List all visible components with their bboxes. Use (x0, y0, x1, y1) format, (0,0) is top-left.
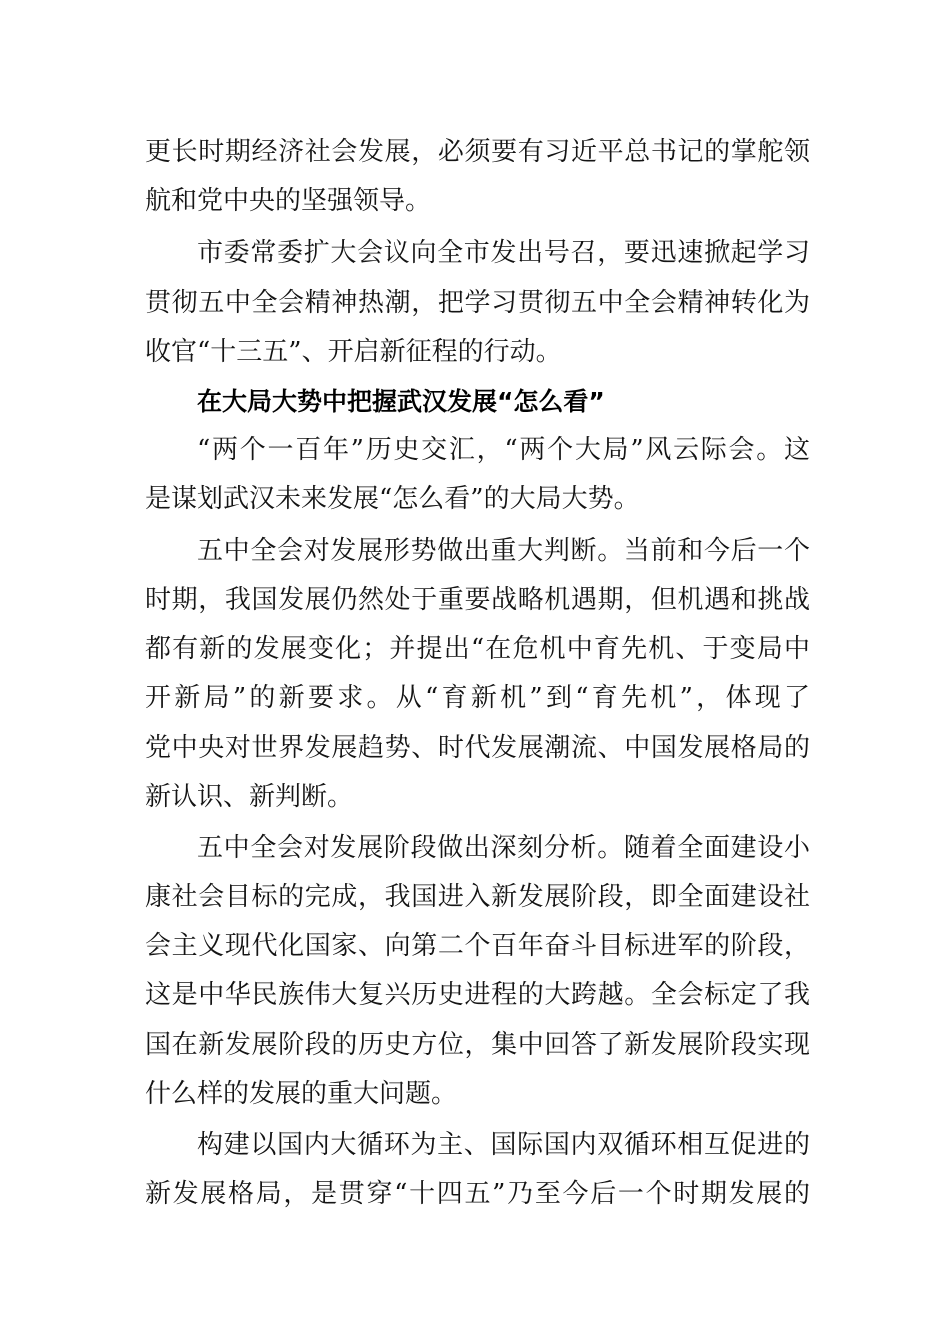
text-line: 开新局”的新要求。从“育新机”到“育先机”，体现了 (145, 683, 810, 713)
text-line: 什么样的发展的重大问题。 (145, 1079, 458, 1109)
text-line: 更长时期经济社会发展，必须要有习近平总书记的掌舵领 (145, 137, 810, 167)
text-line: 航和党中央的坚强领导。 (145, 186, 432, 216)
section-heading: 在大局大势中把握武汉发展“怎么看” (197, 387, 605, 416)
text-line: 市委常委扩大会议向全市发出号召，要迅速掀起学习 (197, 238, 810, 268)
text-line: 五中全会对发展阶段做出深刻分析。随着全面建设小 (197, 833, 810, 863)
text-line: 国在新发展阶段的历史方位，集中回答了新发展阶段实现 (145, 1030, 810, 1060)
text-line: 都有新的发展变化；并提出“在危机中育先机、于变局中 (145, 634, 810, 664)
text-line: 康社会目标的完成，我国进入新发展阶段，即全面建设社 (145, 882, 810, 912)
text-line: 新发展格局，是贯穿“十四五”乃至今后一个时期发展的 (145, 1179, 810, 1209)
text-line: 是谋划武汉未来发展“怎么看”的大局大势。 (145, 484, 640, 514)
text-line: 新认识、新判断。 (145, 782, 354, 812)
text-line: 收官“十三五”、开启新征程的行动。 (145, 337, 562, 367)
text-line: 五中全会对发展形势做出重大判断。当前和今后一个 (197, 536, 810, 566)
text-line: 这是中华民族伟大复兴历史进程的大跨越。全会标定了我 (145, 980, 810, 1010)
text-line: 贯彻五中全会精神热潮，把学习贯彻五中全会精神转化为 (145, 288, 810, 318)
text-line: 党中央对世界发展趋势、时代发展潮流、中国发展格局的 (145, 733, 810, 763)
text-line: 时期，我国发展仍然处于重要战略机遇期，但机遇和挑战 (145, 585, 810, 615)
text-line: “两个一百年”历史交汇，“两个大局”风云际会。这 (197, 435, 810, 465)
text-line: 构建以国内大循环为主、国际国内双循环相互促进的 (197, 1130, 810, 1160)
text-line: 会主义现代化国家、向第二个百年奋斗目标进军的阶段， (145, 931, 810, 961)
